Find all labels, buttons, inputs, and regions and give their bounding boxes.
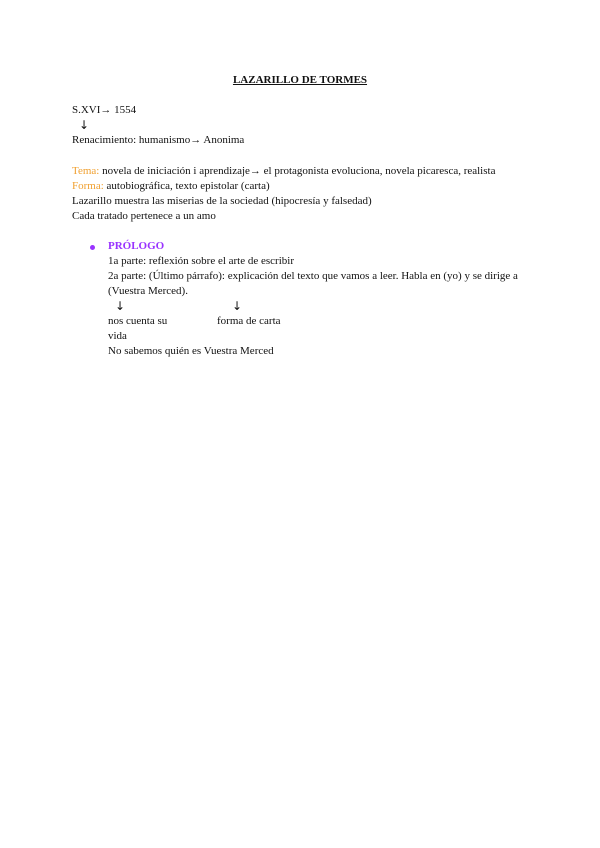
tema-text: novela de iniciación i aprendizaje→ el protagonista evoluciona, novela picaresca, realista — [99, 165, 496, 177]
prologo-part2-line1: 2a parte: (Último párrafo): explicación del texto que vamos a leer. Habla en (yo) y se dirige a — [108, 270, 518, 282]
prologo-part2-line2: (Vuestra Merced). — [108, 285, 188, 297]
tratado-line: Cada tratado pertenece a un amo — [72, 210, 216, 222]
renaissance-line: Renacimiento: humanismo→ Anonima — [72, 134, 245, 146]
right-column: forma de carta — [217, 315, 281, 327]
down-arrow-icon: ↓ — [232, 299, 243, 313]
century-line: S.XVI→ 1554 — [72, 104, 137, 116]
forma-label: Forma: — [72, 180, 104, 192]
bullet-icon — [90, 245, 95, 250]
left-column-line2: vida — [108, 330, 127, 342]
forma-text: autobiográfica, texto epistolar (carta) — [103, 180, 270, 192]
miserias-line: Lazarillo muestra las miserias de la sociedad (hipocresía y falsedad) — [72, 195, 372, 207]
down-arrow-icon: ↓ — [79, 118, 90, 132]
down-arrow-icon: ↓ — [115, 299, 126, 313]
tema-line — [72, 164, 495, 178]
page-title: LAZARILLO DE TORMES — [232, 74, 368, 86]
prologo-last-line: No sabemos quién es Vuestra Merced — [108, 345, 274, 357]
left-column-line1: nos cuenta su — [108, 315, 168, 327]
prologo-part1: 1a parte: reflexión sobre el arte de escribir — [108, 255, 294, 267]
tema-label: Tema: — [72, 165, 100, 177]
prologo-heading: PRÓLOGO — [108, 240, 165, 252]
forma-line — [72, 179, 270, 193]
